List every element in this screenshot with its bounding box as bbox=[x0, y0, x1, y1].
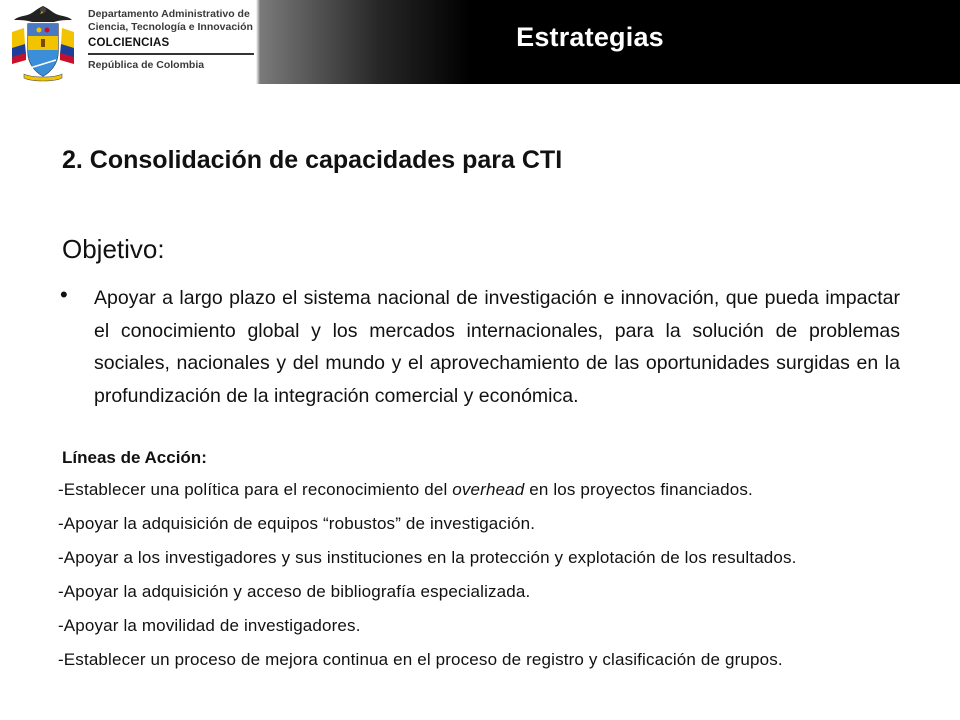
action-item bbox=[58, 548, 797, 582]
org-divider bbox=[88, 53, 254, 55]
objective-text: Apoyar a largo plazo el sistema nacional de investigación e innovación, que pueda impactar el conocimiento global y los mercados internacionales, para la solución de problemas sociales, nacionales y del mundo y el aprovechamiento de las oportunidades surgidas en la profundización de la integración comercial y económica. bbox=[94, 287, 900, 407]
action-item bbox=[58, 616, 797, 650]
org-country: República de Colombia bbox=[88, 58, 205, 71]
action-text: -Apoyar la adquisición de equipos “robustos” de investigación. bbox=[58, 514, 536, 533]
org-name: COLCIENCIAS bbox=[88, 37, 170, 49]
action-emphasis: overhead bbox=[452, 480, 525, 499]
slide-title: Estrategias bbox=[516, 22, 664, 52]
action-text: -Apoyar a los investigadores y sus instituciones en la protección y explotación de los resultados. bbox=[58, 548, 797, 567]
org-line-2: Ciencia, Tecnología e Innovación bbox=[88, 20, 253, 33]
action-item bbox=[58, 650, 797, 684]
org-line-1: Departamento Administrativo de bbox=[88, 8, 250, 20]
action-item bbox=[58, 582, 797, 616]
section-heading: 2. Consolidación de capacidades para CTI bbox=[62, 146, 563, 174]
org-text bbox=[88, 8, 258, 71]
action-text: -Establecer un proceso de mejora continua en el proceso de registro y clasificación de grupos. bbox=[58, 650, 783, 669]
action-text: -Apoyar la movilidad de investigadores. bbox=[58, 616, 361, 635]
actions-heading: Líneas de Acción: bbox=[62, 448, 207, 467]
action-list bbox=[58, 480, 797, 684]
objective-label: Objetivo: bbox=[62, 234, 165, 264]
logo-block bbox=[0, 0, 256, 84]
action-item bbox=[58, 480, 797, 514]
action-text: -Apoyar la adquisición y acceso de bibliografía especializada. bbox=[58, 582, 531, 601]
action-item bbox=[58, 514, 797, 548]
colombia-coat-of-arms-icon bbox=[4, 2, 82, 82]
header-bar bbox=[0, 0, 960, 84]
action-text-after: en los proyectos financiados. bbox=[524, 480, 753, 499]
bullet-glyph: • bbox=[60, 282, 68, 307]
action-text: -Establecer una política para el reconocimiento del bbox=[58, 480, 453, 499]
